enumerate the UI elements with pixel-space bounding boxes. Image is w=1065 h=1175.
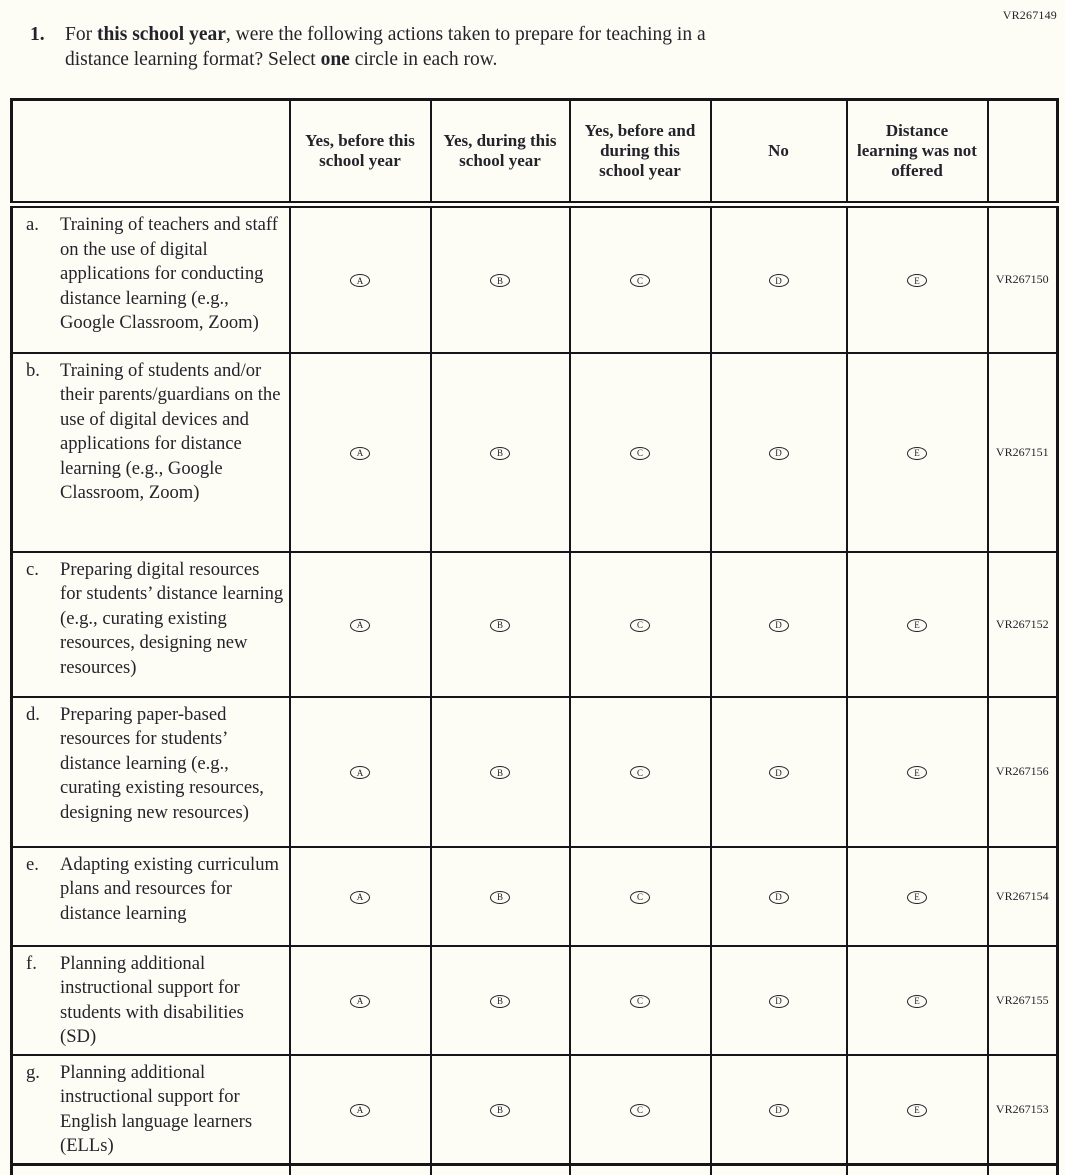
- row-letter: d.: [26, 703, 40, 725]
- option-cell: [431, 1055, 570, 1165]
- option-cell: [431, 552, 570, 697]
- option-cell: [711, 1055, 847, 1165]
- option-bubble-d[interactable]: D: [769, 274, 789, 287]
- option-bubble-e[interactable]: E: [907, 891, 927, 904]
- option-bubble-d[interactable]: D: [769, 766, 789, 779]
- question-text-bold: one: [320, 49, 350, 70]
- option-cell: [570, 697, 711, 847]
- row-code-cell: [988, 946, 1058, 1055]
- row-letter: a.: [26, 214, 39, 235]
- option-bubble-e[interactable]: E: [907, 995, 927, 1008]
- question-text-part: , were the following actions taken to prepare for teaching in a: [225, 24, 706, 45]
- table-row-cutoff: [12, 1164, 1058, 1175]
- option-bubble-a[interactable]: A: [350, 447, 370, 460]
- table-row-a: [12, 205, 1058, 353]
- option-cell: [290, 697, 431, 847]
- header-no: No: [711, 100, 847, 205]
- question-text-part: distance learning format? Select: [65, 49, 321, 70]
- question-number: 1.: [30, 24, 45, 45]
- option-bubble-c[interactable]: C: [630, 995, 650, 1008]
- option-cell: [711, 205, 847, 353]
- cutoff-cell: [431, 1164, 570, 1175]
- row-code: VR267150: [995, 272, 1049, 287]
- row-label-cell: [12, 353, 290, 552]
- option-cell: [847, 697, 988, 847]
- option-cell: [711, 353, 847, 552]
- option-bubble-a[interactable]: A: [350, 766, 370, 779]
- cutoff-cell: [12, 1164, 290, 1175]
- row-code-cell: [988, 697, 1058, 847]
- option-bubble-e[interactable]: E: [907, 766, 927, 779]
- option-bubble-e[interactable]: E: [907, 619, 927, 632]
- row-code-cell: [988, 847, 1058, 946]
- option-bubble-b[interactable]: B: [490, 891, 510, 904]
- row-label-cell: [12, 697, 290, 847]
- option-bubble-b[interactable]: B: [490, 1104, 510, 1117]
- row-label-cell: [12, 946, 290, 1055]
- row-label: Preparing paper-based resources for students’ distance learning (e.g., curating existing resources, designing new resources): [60, 703, 264, 823]
- cutoff-cell: [290, 1164, 431, 1175]
- question-text-bold: this school year: [96, 24, 226, 45]
- row-label: Training of teachers and staff on the use of digital applications for conducting distance learning (e.g., Google Classroom, Zoom): [60, 214, 278, 333]
- option-bubble-b[interactable]: B: [490, 995, 510, 1008]
- table-row-c: [12, 552, 1058, 697]
- option-cell: [711, 552, 847, 697]
- row-label: Planning additional instructional support for English language learners (ELLs): [60, 1061, 253, 1156]
- option-bubble-c[interactable]: C: [630, 447, 650, 460]
- header-row-label-cell: [12, 100, 290, 205]
- table-row-f: [12, 946, 1058, 1055]
- row-label-cell: [12, 205, 290, 353]
- option-cell: [711, 946, 847, 1055]
- question-text: [65, 22, 706, 72]
- header-yes-before: Yes, before this school year: [290, 100, 431, 205]
- page-code: VR267149: [1002, 8, 1057, 22]
- cutoff-cell: [847, 1164, 988, 1175]
- option-cell: [431, 697, 570, 847]
- option-bubble-c[interactable]: C: [630, 1104, 650, 1117]
- option-cell: [570, 353, 711, 552]
- option-bubble-a[interactable]: A: [350, 1104, 370, 1117]
- option-cell: [290, 1055, 431, 1165]
- option-bubble-c[interactable]: C: [630, 274, 650, 287]
- row-label: Training of students and/or their parents/guardians on the use of digital devices and applications for distance learning (e.g., Google Classroom, Zoom): [60, 359, 281, 503]
- table-row-e: [12, 847, 1058, 946]
- option-bubble-c[interactable]: C: [630, 891, 650, 904]
- row-code: VR267153: [995, 1101, 1049, 1116]
- row-label-cell: [12, 1055, 290, 1165]
- cutoff-cell: [988, 1164, 1058, 1175]
- option-bubble-c[interactable]: C: [630, 766, 650, 779]
- option-cell: [847, 847, 988, 946]
- option-cell: [711, 847, 847, 946]
- row-code: VR267154: [995, 888, 1049, 903]
- row-code: VR267155: [995, 992, 1049, 1007]
- option-cell: [290, 353, 431, 552]
- row-letter: b.: [26, 359, 40, 381]
- option-cell: [431, 946, 570, 1055]
- option-cell: [570, 946, 711, 1055]
- option-bubble-a[interactable]: A: [350, 891, 370, 904]
- row-label: Planning additional instructional support for students with disabilities (SD): [60, 952, 244, 1047]
- row-label: Preparing digital resources for students’ distance learning (e.g., curating existing resources, designing new resources): [60, 558, 284, 678]
- header-code-cell: [988, 100, 1058, 205]
- row-code: VR267156: [995, 764, 1049, 778]
- question-text-part: For: [65, 24, 97, 45]
- option-cell: [290, 552, 431, 697]
- option-bubble-e[interactable]: E: [907, 447, 927, 460]
- option-bubble-c[interactable]: C: [630, 619, 650, 632]
- table-row-b: [12, 353, 1058, 552]
- question-text-part: circle in each row.: [349, 49, 498, 70]
- row-label-cell: [12, 552, 290, 697]
- option-bubble-d[interactable]: D: [769, 891, 789, 904]
- option-bubble-d[interactable]: D: [769, 447, 789, 460]
- option-cell: [431, 847, 570, 946]
- option-cell: [290, 847, 431, 946]
- option-cell: [847, 946, 988, 1055]
- response-table: [10, 98, 1059, 1175]
- table-row-d: [12, 697, 1058, 847]
- header-yes-before-and-during: Yes, before and during this school year: [570, 100, 711, 205]
- option-cell: [570, 205, 711, 353]
- cutoff-cell: [711, 1164, 847, 1175]
- row-label-cell: [12, 847, 290, 946]
- option-bubble-b[interactable]: B: [490, 766, 510, 779]
- table-row-g: [12, 1055, 1058, 1165]
- option-cell: [847, 552, 988, 697]
- option-bubble-a[interactable]: A: [350, 995, 370, 1008]
- option-bubble-d[interactable]: D: [769, 1104, 789, 1117]
- option-cell: [847, 1055, 988, 1165]
- row-letter: g.: [26, 1061, 40, 1083]
- row-code-cell: [988, 552, 1058, 697]
- option-cell: [431, 353, 570, 552]
- row-code-cell: [988, 205, 1058, 353]
- option-bubble-d[interactable]: D: [769, 619, 789, 632]
- option-cell: [570, 1055, 711, 1165]
- option-bubble-b[interactable]: B: [490, 274, 510, 287]
- row-code-cell: [988, 1055, 1058, 1165]
- option-bubble-b[interactable]: B: [490, 447, 510, 460]
- option-cell: [570, 847, 711, 946]
- row-letter: f.: [26, 952, 37, 974]
- option-cell: [570, 552, 711, 697]
- row-label: Adapting existing curriculum plans and resources for distance learning: [60, 853, 279, 924]
- row-code-cell: [988, 353, 1058, 552]
- option-cell: [711, 697, 847, 847]
- option-bubble-a[interactable]: A: [350, 619, 370, 632]
- option-cell: [290, 946, 431, 1055]
- header-not-offered: Distance learning was not offered: [847, 100, 988, 205]
- header-row: [12, 100, 1058, 205]
- option-cell: [847, 353, 988, 552]
- option-cell: [847, 205, 988, 353]
- question-block: [0, 0, 1065, 72]
- option-cell: [431, 205, 570, 353]
- cutoff-cell: [570, 1164, 711, 1175]
- option-bubble-e[interactable]: E: [907, 274, 927, 287]
- option-bubble-e[interactable]: E: [907, 1104, 927, 1117]
- option-bubble-b[interactable]: B: [490, 619, 510, 632]
- row-code: VR267152: [995, 616, 1049, 631]
- row-letter: e.: [26, 853, 39, 875]
- header-yes-during: Yes, during this school year: [431, 100, 570, 205]
- row-letter: c.: [26, 558, 39, 580]
- option-cell: [290, 205, 431, 353]
- row-code: VR267151: [995, 444, 1049, 459]
- option-bubble-d[interactable]: D: [769, 995, 789, 1008]
- option-bubble-a[interactable]: A: [350, 274, 370, 287]
